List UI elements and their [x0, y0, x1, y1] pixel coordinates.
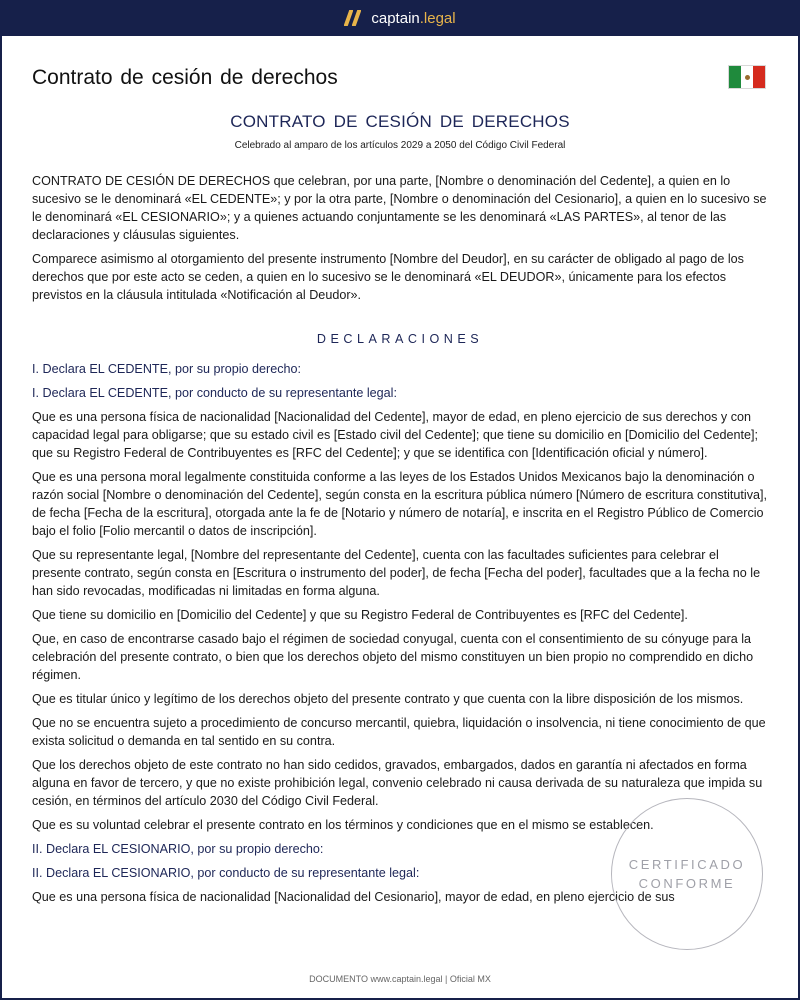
cedente-declaration-heading: I. Declara EL CEDENTE, por su propio derecho:: [32, 362, 302, 376]
declaration-paragraph: Que es una persona moral legalmente constituida conforme a las leyes de los Estados Unidos Mexicanos bajo la denominación o razón social [Nombre o denominación del Cedente], según consta en la escritura pública número [Número de escritura constitutiva], de fecha [Fecha de la escritura], otorgada ante la fe de [Notario y número de notaría], e inscrita en el Registro Público de Comercio bajo el folio [Folio mercantil o datos de inscripción].: [32, 470, 768, 538]
declaration-paragraph: Que es una persona física de nacionalidad [Nacionalidad del Cesionario], mayor de edad, en pleno ejercicio de sus: [32, 890, 675, 904]
cesionario-representative-heading: II. Declara EL CESIONARIO, por conducto de su representante legal:: [32, 866, 420, 880]
mexico-flag-icon: [728, 65, 766, 89]
declaration-paragraph: Que es una persona física de nacionalidad [Nacionalidad del Cedente], mayor de edad, en pleno ejercicio de sus derechos y con capacidad legal para obligarse; que su estado civil es [Estado civil del Cedente]; que tiene su domicilio en [Domicilio del Cedente]; que su Registro Federal de Contribuyentes es [RFC del Cedente]; y que se identifica con [Identificación oficial y número].: [32, 410, 758, 460]
brand-tld: .legal: [419, 9, 456, 27]
document-body: [32, 172, 768, 912]
cesionario-declaration-heading: II. Declara EL CESIONARIO, por su propio derecho:: [32, 842, 324, 856]
intro-paragraph: Comparece asimismo al otorgamiento del presente instrumento [Nombre del Deudor], en su carácter de obligado al pago de los derechos que por este acto se ceden, a quien en lo sucesivo se le denominará «EL DEUDOR», únicamente para los efectos previstos en la cláusula intitulada «Notificación al Deudor».: [32, 252, 744, 302]
stamp-line: CERTIFICADO: [628, 857, 746, 872]
brand-name: captain: [371, 9, 420, 27]
document-page: [2, 36, 798, 998]
brand-logo-text[interactable]: [371, 10, 455, 27]
declaration-paragraph: Que es su voluntad celebrar el presente contrato en los términos y condiciones que en el mismo se establecen.: [32, 818, 654, 832]
stamp-line: CONFORME: [638, 876, 736, 891]
declaration-paragraph: Que tiene su domicilio en [Domicilio del Cedente] y que su Registro Federal de Contribuyentes es [RFC del Cedente].: [32, 608, 688, 622]
declaration-paragraph: Que es titular único y legítimo de los derechos objeto del presente contrato y que cuenta con la libre disposición de los mismos.: [32, 692, 744, 706]
declaration-paragraph: Que no se encuentra sujeto a procedimiento de concurso mercantil, quiebra, liquidación o insolvencia, ni tiene conocimiento de que exista solicitud o demanda en tal sentido en su contra.: [32, 716, 766, 748]
document-subtitle: Celebrado al amparo de los artículos 2029 a 2050 del Código Civil Federal: [234, 140, 566, 151]
page-title: Contrato de cesión de derechos: [32, 66, 338, 89]
double-slash-logo-icon: [344, 10, 362, 26]
declarations-heading: DECLARACIONES: [316, 332, 484, 346]
top-bar: [0, 0, 800, 36]
certification-stamp: [611, 798, 763, 950]
declaration-paragraph: Que, en caso de encontrarse casado bajo el régimen de sociedad conyugal, cuenta con el consentimiento de su cónyuge para la celebración del presente contrato, o bien que los derechos objeto del mismo constituyen un bien propio no comprendido en dicho régimen.: [32, 632, 754, 682]
intro-paragraph: CONTRATO DE CESIÓN DE DERECHOS que celebran, por una parte, [Nombre o denominación del Cedente], a quien en lo sucesivo se le denominará «EL CEDENTE»; y por la otra parte, [Nombre o denominación del Cesionario], a quien en lo sucesivo se le denominará «EL CESIONARIO»; y a quienes actuando conjuntamente se les denominará «LAS PARTES», al tenor de las declaraciones y cláusulas siguientes.: [32, 174, 767, 242]
declaration-paragraph: Que su representante legal, [Nombre del representante del Cedente], cuenta con las facultades suficientes para celebrar el presente contrato, según consta en [Escritura o instrumento del poder], de fecha [Fecha del poder], facultades que a la fecha no le han sido revocadas, modificadas ni limitadas en forma alguna.: [32, 548, 761, 598]
cedente-representative-heading: I. Declara EL CEDENTE, por conducto de su representante legal:: [32, 386, 397, 400]
declaration-paragraph: Que los derechos objeto de este contrato no han sido cedidos, gravados, embargados, dados en garantía ni afectados en forma alguna en favor de tercero, y que no existe prohibición legal, convenio celebrado ni causa derivada de su naturaleza que impida su cesión, en términos del artículo 2030 del Código Civil Federal.: [32, 758, 763, 808]
document-title: CONTRATO DE CESIÓN DE DERECHOS: [230, 112, 570, 131]
page-footer: DOCUMENTO www.captain.legal | Oficial MX: [309, 974, 491, 984]
